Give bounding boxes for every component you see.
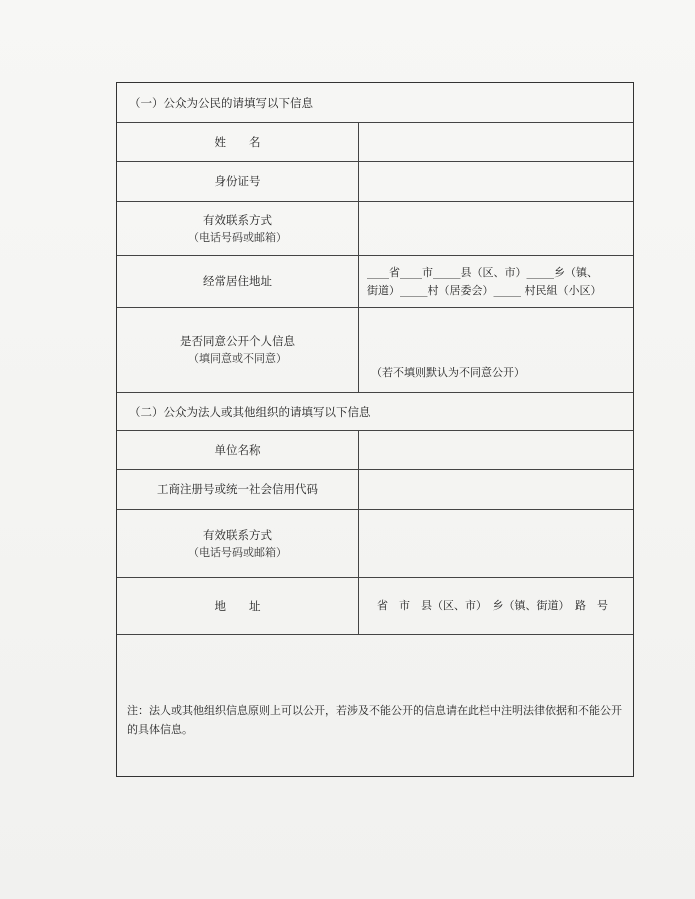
org-contact-field[interactable] bbox=[359, 510, 633, 577]
org-name-row bbox=[117, 431, 633, 470]
note-row[interactable] bbox=[117, 635, 633, 776]
reg-no-label-cell bbox=[117, 470, 359, 509]
address-line1: ____省____市_____县（区、市）_____乡（镇、 bbox=[367, 266, 598, 279]
name-row bbox=[117, 123, 633, 162]
information-form bbox=[116, 82, 634, 777]
section1-heading: （一）公众为公民的请填写以下信息 bbox=[129, 95, 313, 110]
id-row bbox=[117, 162, 633, 202]
org-address-label: 地 址 bbox=[214, 598, 261, 613]
address-line2: 街道）_____村（居委会）_____ 村民組（小区） bbox=[367, 284, 602, 297]
org-name-label: 单位名称 bbox=[214, 442, 261, 457]
section2-heading-row bbox=[117, 393, 633, 431]
id-label: 身份证号 bbox=[214, 174, 261, 188]
section2-heading: （二）公众为法人或其他组织的请填写以下信息 bbox=[129, 404, 371, 419]
reg-no-label: 工商注册号或统一社会信用代码 bbox=[157, 482, 318, 496]
org-contact-label-cell bbox=[117, 510, 359, 577]
consent-default-note: （若不填则默认为不同意公开） bbox=[371, 366, 525, 379]
org-address-template: 省 市 县（区、市） 乡（镇、街道） 路 号 bbox=[377, 599, 608, 612]
org-contact-label: 有效联系方式 bbox=[203, 527, 272, 542]
address-label-cell bbox=[117, 256, 359, 307]
contact-field[interactable] bbox=[359, 202, 633, 255]
consent-sublabel: （填同意或不同意） bbox=[188, 352, 287, 365]
contact-label-cell bbox=[117, 202, 359, 255]
consent-label: 是否同意公开个人信息 bbox=[180, 334, 295, 348]
consent-field[interactable] bbox=[359, 308, 633, 392]
reg-no-field[interactable] bbox=[359, 470, 633, 509]
org-contact-row bbox=[117, 510, 633, 578]
name-label: 姓 名 bbox=[214, 134, 261, 149]
org-name-field[interactable] bbox=[359, 431, 633, 469]
org-address-label-cell bbox=[117, 578, 359, 634]
id-field[interactable] bbox=[359, 162, 633, 201]
org-address-row bbox=[117, 578, 633, 635]
consent-row bbox=[117, 308, 633, 393]
id-label-cell bbox=[117, 162, 359, 201]
address-row bbox=[117, 256, 633, 308]
reg-no-row bbox=[117, 470, 633, 510]
org-name-label-cell bbox=[117, 431, 359, 469]
consent-label-cell bbox=[117, 308, 359, 392]
org-contact-sublabel: （电话号码或邮箱） bbox=[188, 545, 287, 559]
contact-sublabel: （电话号码或邮箱） bbox=[188, 230, 287, 244]
section1-heading-row bbox=[117, 83, 633, 123]
org-address-field[interactable] bbox=[359, 578, 633, 634]
name-field[interactable] bbox=[359, 123, 633, 161]
address-label: 经常居住地址 bbox=[203, 274, 272, 288]
contact-label: 有效联系方式 bbox=[203, 212, 272, 227]
address-field[interactable] bbox=[359, 256, 633, 307]
note-text: 注：法人或其他组织信息原则上可以公开，若涉及不能公开的信息请在此栏中注明法律依据和不能公开的具体信息。 bbox=[127, 704, 622, 736]
name-label-cell bbox=[117, 123, 359, 161]
contact-row bbox=[117, 202, 633, 256]
